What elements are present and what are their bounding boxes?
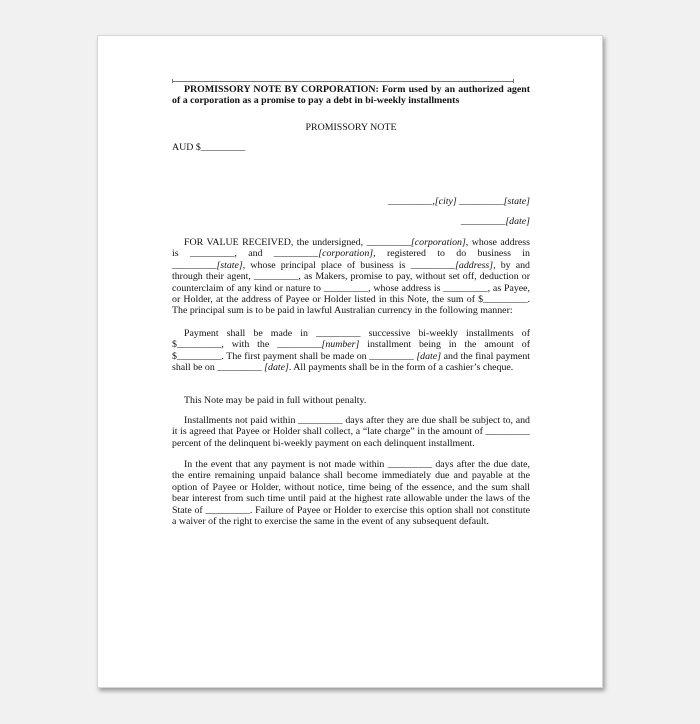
date-blank: _________ — [460, 216, 506, 227]
rule-tick-left — [172, 79, 173, 83]
document-page — [97, 35, 603, 688]
para-prepayment: This Note may be paid in full without penalty. — [184, 395, 367, 406]
heading-text: PROMISSORY NOTE BY CORPORATION: Form used by an authorized agent of a corporation as a promise to pay a debt in bi-weekly installments — [172, 84, 530, 107]
para1-text-4: , whose principal place of business is _________ — [242, 259, 456, 271]
para2-text-2: installment being in the amount of $_________. The first payment shall be made on _________ — [172, 339, 530, 362]
para2-text-3: and the final payment shall be on _________ — [172, 350, 531, 374]
para2-text-1: Payment shall be made in _________ successive bi-weekly installments of $_________, with the _________ — [172, 328, 530, 351]
rule-tick-right — [513, 79, 514, 83]
date-placeholder: [date] — [505, 216, 530, 227]
para1-corporation-2: [corporation] — [318, 248, 374, 260]
date-line — [172, 216, 530, 227]
para2-number: [number] — [321, 339, 360, 351]
document-heading — [172, 84, 530, 107]
state-placeholder: [state] — [503, 196, 530, 207]
para2-date-2: [date] — [264, 362, 289, 374]
para-payment-schedule — [172, 328, 530, 374]
header-rule — [172, 81, 514, 82]
page-title: PROMISSORY NOTE — [305, 122, 397, 133]
para1-text-2: , whose address is _________, and _________ — [172, 237, 530, 260]
para-value-received — [172, 237, 530, 317]
para1-state: [state] — [216, 259, 243, 271]
para2-date-1: [date] — [416, 350, 442, 362]
para1-corporation-1: [corporation] — [410, 237, 466, 248]
city-blank: _________, — [387, 196, 435, 207]
para1-address: [address] — [455, 259, 494, 271]
amount-line: AUD $_________ — [172, 142, 246, 153]
para-default: In the event that any payment is not made within _________ days after the due date, the entire remaining unpaid balance shall become immediately due and payable at the option of Payee or Holder, without notice, time being of the essence, and the sum shall bear interest from such time until paid at the highest rate allowable under the laws of the State of _________. Failure of Payee or Holder to exercise this option shall not constitute a waiver of the right to exercise the same in the event of any subsequent default. — [172, 459, 530, 528]
para1-text-3: , registered to do business in _________ — [172, 248, 530, 271]
para1-text-5: , by and through their agent, _________, as Makers, promise to pay, without set off, deduction or counterclaim of any kind or nature to _________, whose address is _________, as Payee, or Holder, at the address of Payee or Holder listed in this Note, the sum of $_________. The principal sum is to be paid in lawful Australian currency in the following manner: — [172, 259, 530, 317]
para2-text-4: . All payments shall be in the form of a cashier’s cheque. — [288, 362, 514, 374]
place-line — [172, 196, 530, 207]
para1-text-1: FOR VALUE RECEIVED, the undersigned, _________ — [184, 237, 411, 248]
para-late-charge: Installments not paid within _________ days after they are due shall be subject to, and it is agreed that Payee or Holder shall collect, a “late charge” in the amount of _________ percent of the delinquent bi-weekly payment on each delinquent installment. — [172, 415, 530, 449]
city-placeholder: [city] — [434, 196, 457, 207]
state-blank: _________ — [456, 196, 504, 207]
